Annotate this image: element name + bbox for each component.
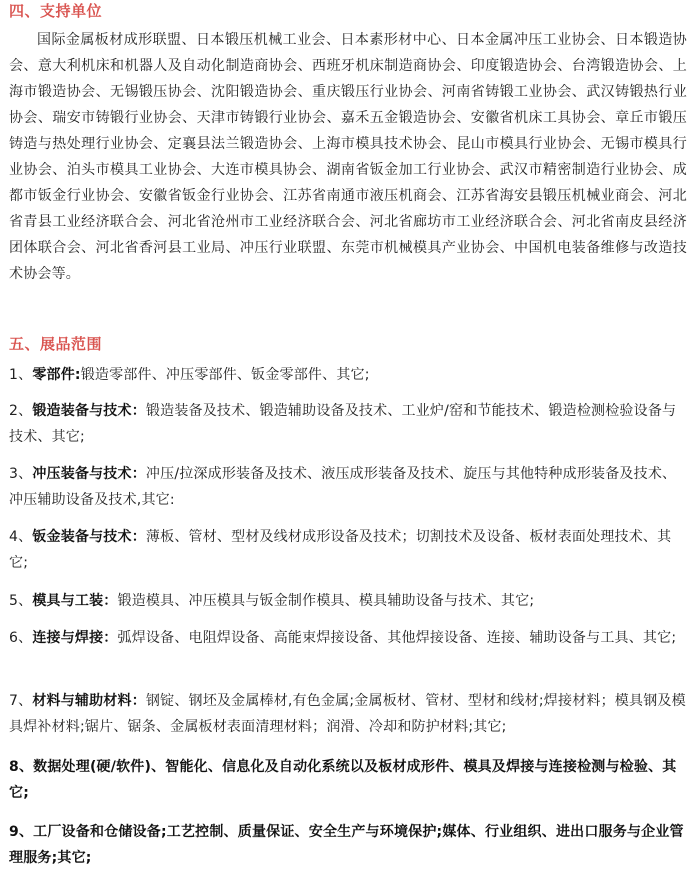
section-heading-support: 四、支持单位 (9, 2, 103, 20)
item-number: 1、 (9, 367, 33, 383)
item-label: 材料与辅助材料： (32, 693, 146, 709)
item-text: 钢锭、钢坯及金属棒材,有色金属;金属板材、管材、型材和线材;焊接材料；模具钢及模具焊补材料;锯片、锯条、金属板材表面清理材料；润滑、冷却和防护材料;其它; (9, 693, 686, 735)
support-units-text: 国际金属板材成形联盟、日本锻压机械工业会、日本素形材中心、日本金属冲压工业协会、日本锻造协会、意大利机床和机器人及自动化制造商协会、西班牙机床制造商协会、印度锻造协会、台湾锻造协会、上海市锻造协会、无锡锻压协会、沈阳锻造协会、重庆锻压行业协会、河南省铸锻工业协会、武汉铸锻热行业协会、瑞安市铸锻行业协会、天津市铸锻行业协会、嘉禾五金锻造协会、安徽省机床工具协会、章丘市锻压铸造与热处理行业协会、定襄县法兰锻造协会、上海市模具技术协会、昆山市模具行业协会、无锡市模具行业协会、泊头市模具工业协会、大连市模具协会、湖南省钣金加工行业协会、武汉市精密制造行业协会、成都市钣金行业协会、安徽省钣金行业协会、江苏省南通市液压机商会、江苏省海安县锻压机械业商会、河北省青县工业经济联合会、河北省沧州市工业经济联合会、河北省廊坊市工业经济联合会、河北省南皮县经济团体联合会、河北省香河县工业局、冲压行业联盟、东莞市机械模具产业协会、中国机电装备维修与改造技术协会等。 (9, 32, 687, 282)
item-number: 6、 (9, 630, 33, 646)
item-number: 2、 (9, 403, 33, 419)
item-number: 9、 (9, 824, 34, 840)
exhibit-item-8 (9, 754, 687, 806)
section-heading-exhibits: 五、展品范围 (9, 335, 103, 353)
exhibit-item-3 (9, 461, 687, 513)
item-label: 工厂设备和仓储设备;工艺控制、质量保证、安全生产与环境保护;媒体、行业组织、进出口服务与企业管理服务;其它; (9, 824, 684, 866)
item-number: 4、 (9, 529, 33, 545)
item-label: 连接与焊接： (32, 630, 118, 646)
item-text: 锻造模具、冲压模具与钣金制作模具、模具辅助设备与技术、其它; (117, 593, 535, 609)
item-label: 零部件: (32, 367, 81, 383)
item-number: 7、 (9, 693, 33, 709)
exhibit-item-1 (9, 362, 687, 388)
item-label: 锻造装备与技术： (32, 403, 146, 419)
item-number: 8、 (9, 759, 34, 775)
item-label: 模具与工装： (32, 593, 118, 609)
exhibit-item-6 (9, 625, 687, 651)
item-label: 数据处理(硬/软件)、智能化、信息化及自动化系统以及板材成形件、模具及焊接与连接检测与检验、其它; (9, 759, 677, 801)
exhibit-item-5 (9, 588, 687, 614)
item-text: 薄板、管材、型材及线材成形设备及技术；切割技术及设备、板材表面处理技术、其它; (9, 529, 672, 571)
exhibit-item-4 (9, 524, 687, 576)
item-text: 弧焊设备、电阻焊设备、高能束焊接设备、其他焊接设备、连接、辅助设备与工具、其它; (117, 630, 677, 646)
item-text: 锻造零部件、冲压零部件、钣金零部件、其它; (80, 367, 370, 383)
item-text: 冲压/拉深成形装备及技术、液压成形装备及技术、旋压与其他特种成形装备及技术、冲压辅助设备及技术,其它: (9, 466, 677, 508)
item-label: 冲压装备与技术： (32, 466, 146, 482)
exhibit-item-7 (9, 688, 687, 740)
item-label: 钣金装备与技术： (32, 529, 146, 545)
item-number: 3、 (9, 466, 33, 482)
exhibit-item-9 (9, 819, 687, 871)
item-text: 锻造装备及技术、锻造辅助设备及技术、工业炉/窑和节能技术、锻造检测检验设备与技术、其它; (9, 403, 677, 445)
item-number: 5、 (9, 593, 33, 609)
exhibit-item-2 (9, 398, 687, 450)
